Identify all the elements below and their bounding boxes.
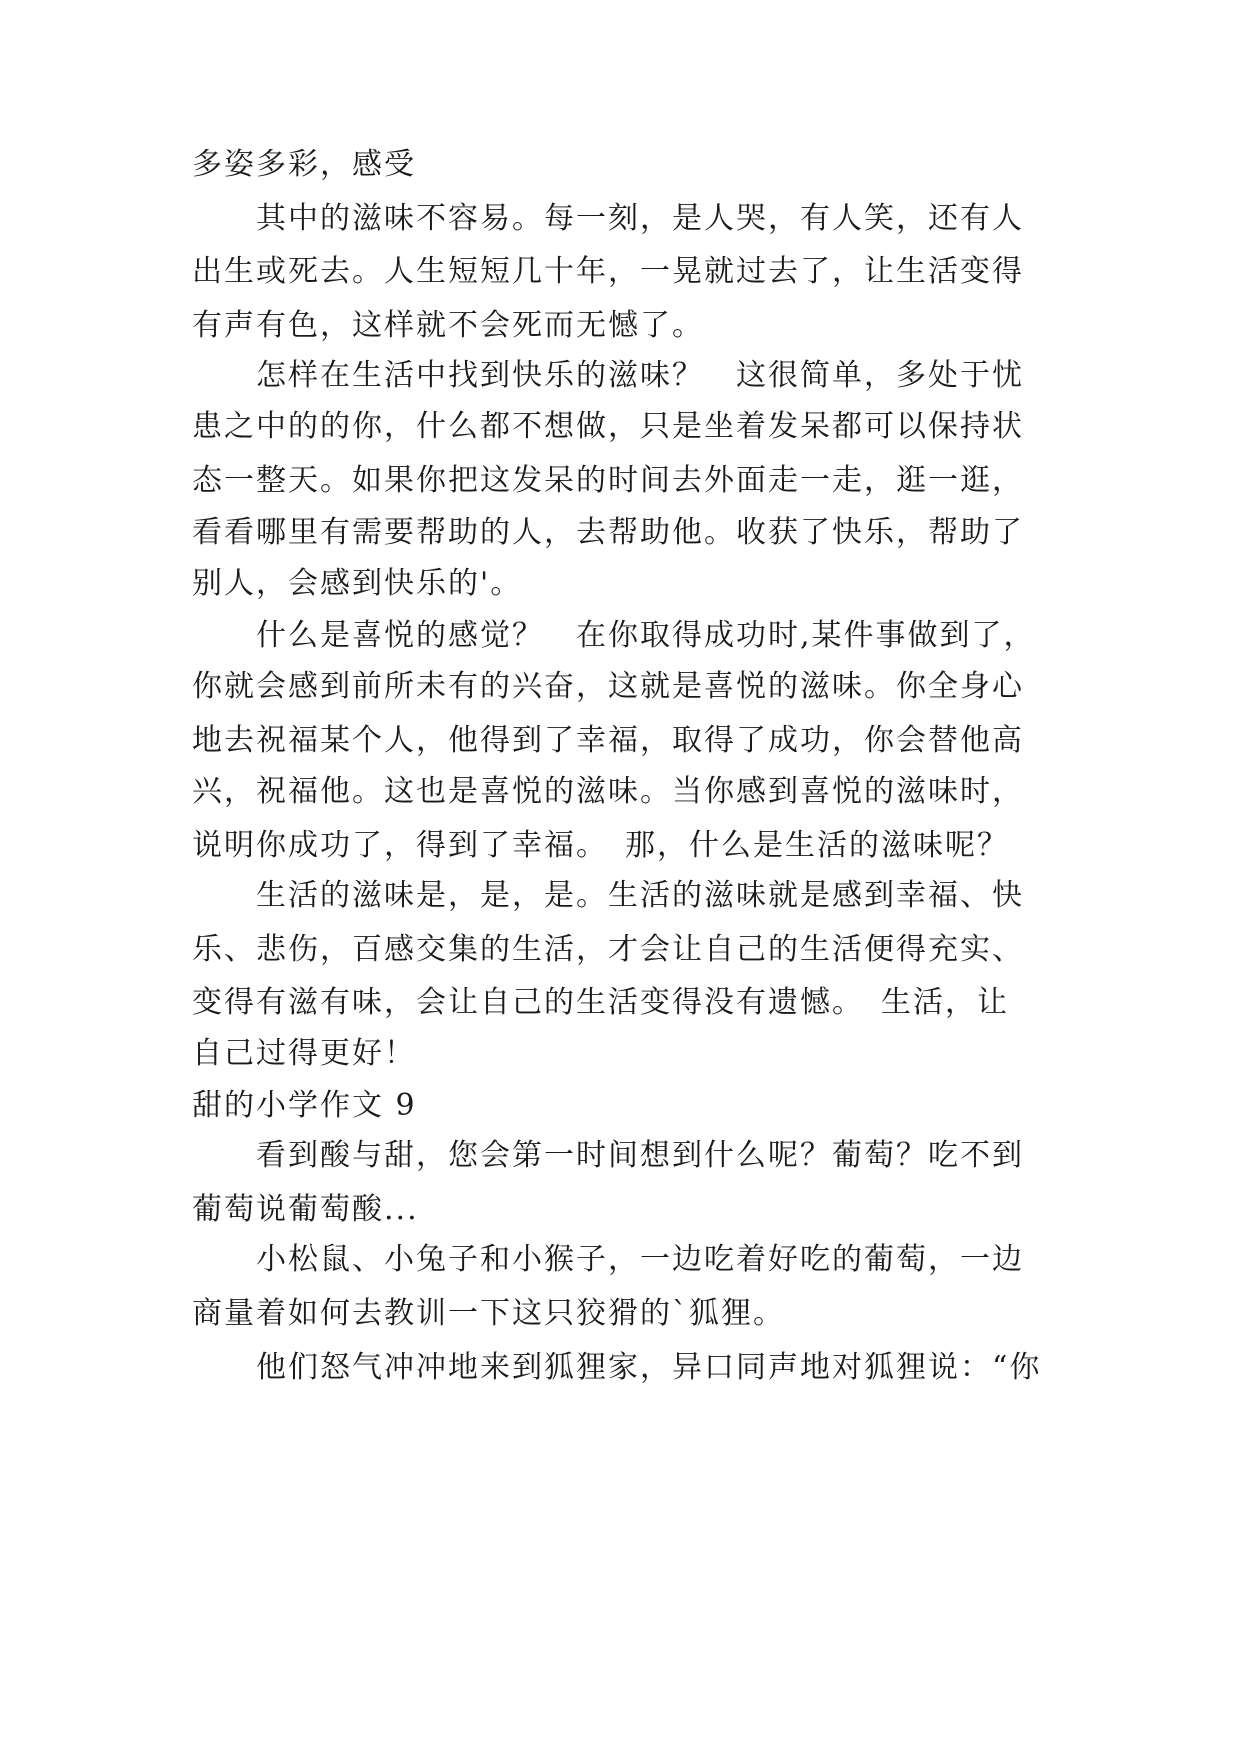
text-line: 商量着如何去教训一下这只狡猾的`狐狸。 [192,1296,785,1331]
text-line: 多姿多彩，感受 [192,147,416,182]
text-line: 小松鼠、小兔子和小猴子，一边吃着好吃的葡萄，一边 [256,1242,1024,1277]
text-line: 说明你成功了，得到了幸福。 那，什么是生活的滋味呢？ [192,828,1009,863]
text-line: 怎样在生活中找到快乐的滋味？ 这很简单，多处于忧 [256,358,1024,393]
text-line: 别人，会感到快乐的'。 [192,566,523,601]
text-line: 什么是喜悦的感觉？ 在你取得成功时,某件事做到了， [256,618,1036,653]
text-line: 乐、悲伤，百感交集的生活，才会让自己的生活便得充实、 [192,932,1024,967]
text-line: 他们怒气冲冲地来到狐狸家，异口同声地对狐狸说：“你 [256,1350,1042,1385]
text-line: 生活的滋味是，是，是。生活的滋味就是感到幸福、快 [256,878,1024,913]
text-line: 地去祝福某个人，他得到了幸福，取得了成功，你会替他高 [192,723,1024,758]
text-line: 看看哪里有需要帮助的人，去帮助他。收获了快乐，帮助了 [192,515,1024,550]
text-line: 葡萄说葡萄酸... [192,1192,419,1227]
section-heading: 甜的小学作文 9 [192,1088,417,1123]
text-line: 出生或死去。人生短短几十年，一晃就过去了，让生活变得 [192,254,1024,289]
text-line: 其中的滋味不容易。每一刻，是人哭，有人笑，还有人 [256,201,1024,236]
text-line: 有声有色，这样就不会死而无憾了。 [192,308,704,343]
text-line: 态一整天。如果你把这发呆的时间去外面走一走，逛一逛， [192,463,1024,498]
text-line: 兴，祝福他。这也是喜悦的滋味。当你感到喜悦的滋味时， [192,774,1024,809]
text-line: 你就会感到前所未有的兴奋，这就是喜悦的滋味。你全身心 [192,669,1024,704]
text-line: 变得有滋有味，会让自己的生活变得没有遗憾。 生活，让 [192,985,1009,1020]
text-line: 患之中的的你，什么都不想做，只是坐着发呆都可以保持状 [192,409,1024,444]
text-line: 看到酸与甜，您会第一时间想到什么呢？葡萄？吃不到 [256,1138,1024,1173]
text-line: 自己过得更好！ [192,1036,416,1071]
